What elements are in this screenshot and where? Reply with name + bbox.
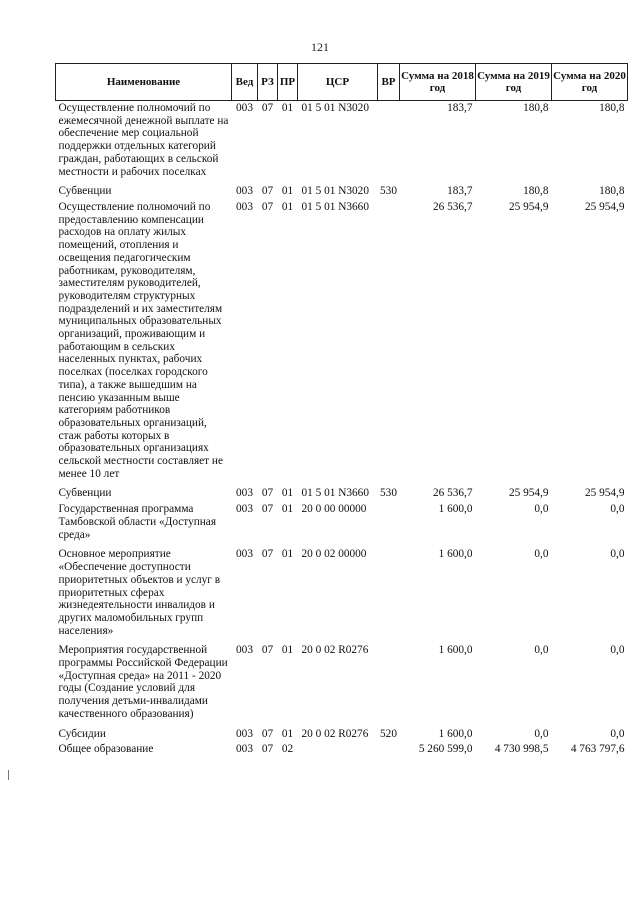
row-name: Основное мероприятие «Обеспечение доступности приоритетных объектов и услуг в приоритетных сферах жизнедеятельности инвалидов и других маломобильных групп населения» [58, 548, 221, 637]
row-vr [378, 200, 400, 482]
page-number: 121 [311, 40, 329, 54]
row-sum-2018: 26 536,7 [432, 201, 473, 214]
row-sum-2019: 0,0 [534, 727, 549, 740]
row-ved: 003 [236, 548, 253, 561]
row-csr: 01 5 01 N3020 [301, 185, 369, 198]
row-vr [378, 742, 400, 758]
row-pr: 01 [281, 201, 294, 214]
row-sum-2020: 25 954,9 [584, 201, 625, 214]
header-sum-2018: Сумма на 2018 год [400, 64, 476, 101]
row-vr [378, 639, 400, 722]
table-row [56, 502, 628, 543]
row-pr: 02 [281, 743, 294, 756]
table-row [56, 723, 628, 743]
row-sum-2020: 25 954,9 [584, 487, 625, 500]
row-pr: 01 [281, 185, 294, 198]
row-sum-2020: 0,0 [610, 503, 625, 516]
row-csr: 20 0 02 00000 [301, 548, 367, 561]
row-sum-2020: 180,8 [599, 102, 625, 114]
header-vr: ВР [378, 64, 400, 101]
row-ved: 003 [236, 743, 253, 756]
budget-table [55, 63, 628, 758]
header-csr: ЦСР [298, 64, 378, 101]
table-row [56, 200, 628, 482]
row-ved: 003 [236, 487, 253, 500]
row-rz: 07 [261, 487, 274, 500]
row-rz: 07 [261, 185, 274, 198]
row-name: Субвенции [58, 487, 112, 500]
row-sum-2020: 0,0 [610, 548, 625, 561]
row-vr: 530 [380, 185, 397, 198]
row-ved: 003 [236, 102, 253, 114]
row-sum-2019: 25 954,9 [508, 201, 549, 214]
table-row [56, 482, 628, 502]
table-row [56, 742, 628, 758]
row-sum-2019: 25 954,9 [508, 487, 549, 500]
row-vr: 530 [380, 487, 397, 500]
row-rz: 07 [261, 743, 274, 756]
row-rz: 07 [261, 548, 274, 561]
row-sum-2019: 4 730 998,5 [494, 743, 549, 756]
row-csr: 01 5 01 N3020 [301, 102, 369, 114]
table-row [56, 101, 628, 181]
row-sum-2018: 5 260 599,0 [418, 743, 473, 756]
row-name: Мероприятия государственной программы Российской Федерации «Доступная среда» на 2011 - 2020 годы (Создание условий для получения детьми-инвалидами качественного образования) [58, 644, 228, 720]
row-pr: 01 [281, 503, 294, 516]
margin-mark [8, 770, 9, 780]
row-sum-2020: 0,0 [610, 644, 625, 657]
header-rz: РЗ [258, 64, 278, 101]
row-ved: 003 [236, 503, 253, 516]
table-header-row [56, 64, 628, 101]
table-row [56, 543, 628, 639]
row-name: Осуществление полномочий по ежемесячной денежной выплате на обеспечение мер социальной поддержки отдельных категорий граждан, работающих в сельской местности и рабочих поселках [58, 102, 229, 178]
row-sum-2020: 180,8 [599, 185, 625, 198]
row-rz: 07 [261, 727, 274, 740]
row-csr: 20 0 02 R0276 [301, 644, 369, 657]
row-csr: 20 0 00 00000 [301, 503, 367, 516]
row-sum-2019: 0,0 [534, 644, 549, 657]
row-sum-2019: 180,8 [523, 185, 549, 198]
row-ved: 003 [236, 727, 253, 740]
row-ved: 003 [236, 185, 253, 198]
row-sum-2018: 1 600,0 [438, 644, 473, 657]
header-ved: Вед [232, 64, 258, 101]
header-pr: ПР [278, 64, 298, 101]
row-csr [298, 742, 378, 758]
table-row [56, 639, 628, 722]
row-ved: 003 [236, 201, 253, 214]
row-sum-2018: 1 600,0 [438, 503, 473, 516]
row-sum-2018: 1 600,0 [438, 727, 473, 740]
row-vr [378, 101, 400, 181]
row-pr: 01 [281, 644, 294, 657]
row-sum-2019: 180,8 [523, 102, 549, 114]
header-sum-2019: Сумма на 2019 год [476, 64, 552, 101]
row-name: Общее образование [58, 743, 154, 756]
row-name: Субсидии [58, 727, 106, 740]
row-csr: 01 5 01 N3660 [301, 487, 369, 500]
row-sum-2018: 183,7 [447, 102, 473, 114]
row-rz: 07 [261, 201, 274, 214]
row-rz: 07 [261, 503, 274, 516]
row-vr [378, 543, 400, 639]
row-name: Государственная программа Тамбовской области «Доступная среда» [58, 503, 217, 541]
row-rz: 07 [261, 102, 274, 114]
row-csr: 01 5 01 N3660 [301, 201, 369, 214]
row-vr [378, 502, 400, 543]
row-sum-2018: 1 600,0 [438, 548, 473, 561]
row-name: Субвенции [58, 185, 112, 198]
row-pr: 01 [281, 548, 294, 561]
header-sum-2020: Сумма на 2020 год [552, 64, 628, 101]
row-pr: 01 [281, 487, 294, 500]
row-sum-2020: 0,0 [610, 727, 625, 740]
row-pr: 01 [281, 727, 294, 740]
row-sum-2018: 26 536,7 [432, 487, 473, 500]
row-csr: 20 0 02 R0276 [301, 727, 369, 740]
row-ved: 003 [236, 644, 253, 657]
header-name: Наименование [56, 64, 232, 101]
row-sum-2019: 0,0 [534, 503, 549, 516]
row-sum-2019: 0,0 [534, 548, 549, 561]
row-sum-2020: 4 763 797,6 [570, 743, 625, 756]
row-rz: 07 [261, 644, 274, 657]
row-name: Осуществление полномочий по предоставлению компенсации расходов на оплату жилых помещений, отопления и освещения педагогическим работникам, руководителям, заместителям руководителей, руководителям структурных подразделений и их заместителям муниципальных образовательных организаций, проживающим и работающим в сельских населенных пунктах, рабочих поселках (поселках городского типа), а также вышедшим на пенсию указанным выше категориям работников образовательных организаций, стаж работы которых в образовательных организациях сельской местности составляет не менее 10 лет [58, 201, 223, 480]
row-sum-2018: 183,7 [447, 185, 473, 198]
row-vr: 520 [380, 727, 397, 740]
row-pr: 01 [281, 102, 294, 114]
table-row [56, 180, 628, 200]
